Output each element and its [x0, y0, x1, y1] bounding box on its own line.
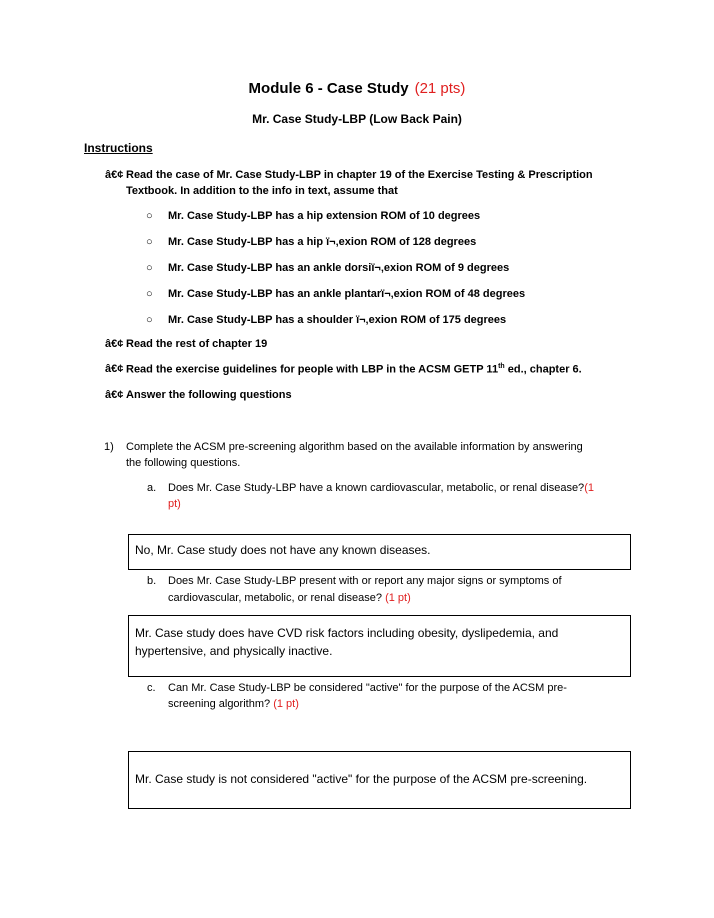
sub-bullet-glyph: ○ [146, 236, 153, 248]
rom-item: Mr. Case Study-LBP has an ankle dorsiï¬‚exion ROM of 9 degrees [168, 262, 510, 274]
instruction-3-superscript: th [498, 363, 505, 370]
bullet-glyph: â€¢ [105, 338, 124, 350]
subquestion-c-line2 [168, 698, 299, 710]
sub-bullet-glyph: ○ [146, 314, 153, 326]
instruction-3-text: Read the exercise guidelines for people with LBP in the ACSM GETP 11 [126, 363, 499, 376]
subquestion-a-text: Does Mr. Case Study-LBP have a known cardiovascular, metabolic, or renal disease? [168, 482, 585, 494]
subquestion-label: b. [147, 575, 157, 587]
question-number: 1) [104, 441, 114, 453]
instruction-1-line1: Read the case of Mr. Case Study-LBP in chapter 19 of the Exercise Testing & Prescription [126, 169, 593, 181]
subquestion-b-line1: Does Mr. Case Study-LBP present with or report any major signs or symptoms of [168, 575, 562, 587]
rom-item: Mr. Case Study-LBP has a shoulder ï¬‚exion ROM of 175 degrees [168, 314, 507, 326]
subquestion-a-line1 [168, 482, 594, 494]
subquestion-c-points: (1 pt) [273, 698, 299, 710]
answer-box-c[interactable] [128, 751, 631, 809]
instruction-3-tail: ed., chapter 6. [504, 363, 582, 376]
instruction-1-line2: Textbook. In addition to the info in text, assume that [126, 185, 398, 197]
page-subtitle: Mr. Case Study-LBP (Low Back Pain) [252, 112, 462, 126]
title-points: (21 pts) [414, 80, 466, 97]
question-1-line1: Complete the ACSM pre-screening algorithm based on the available information by answering [126, 441, 583, 453]
page-title [0, 80, 714, 97]
subquestion-a-points: (1 [584, 482, 594, 494]
instruction-3 [126, 363, 582, 376]
answer-c-text: Mr. Case study is not considered "active" for the purpose of the ACSM pre-screening. [135, 772, 588, 786]
instruction-2: Read the rest of chapter 19 [126, 338, 268, 350]
sub-bullet-glyph: ○ [146, 210, 153, 222]
bullet-glyph: â€¢ [105, 363, 124, 375]
subquestion-b-points: (1 pt) [385, 592, 411, 604]
bullet-glyph: â€¢ [105, 389, 124, 401]
rom-item: Mr. Case Study-LBP has an ankle plantarï¬‚exion ROM of 48 degrees [168, 288, 526, 300]
subquestion-label: c. [147, 682, 156, 694]
subquestion-b-line2 [168, 592, 411, 604]
rom-item: Mr. Case Study-LBP has a hip extension ROM of 10 degrees [168, 210, 481, 222]
answer-b-line2: hypertensive, and physically inactive. [135, 644, 333, 658]
answer-box-a[interactable] [128, 534, 631, 570]
subquestion-b-text: cardiovascular, metabolic, or renal disease? [168, 592, 383, 604]
answer-b-line1: Mr. Case study does have CVD risk factors including obesity, dyslipedemia, and [135, 626, 559, 640]
answer-box-b[interactable] [128, 615, 631, 677]
subquestion-label: a. [147, 482, 157, 494]
question-1-line2: the following questions. [126, 457, 241, 469]
answer-a-text: No, Mr. Case study does not have any known diseases. [135, 543, 431, 557]
sub-bullet-glyph: ○ [146, 262, 153, 274]
title-text: Module 6 - Case Study [248, 80, 409, 97]
subquestion-a-points-cont: pt) [168, 498, 181, 510]
instruction-4: Answer the following questions [126, 389, 292, 401]
instructions-heading: Instructions [84, 141, 153, 155]
subquestion-c-line1: Can Mr. Case Study-LBP be considered "active" for the purpose of the ACSM pre- [168, 682, 567, 694]
bullet-glyph: â€¢ [105, 169, 124, 181]
sub-bullet-glyph: ○ [146, 288, 153, 300]
subquestion-c-text: screening algorithm? [168, 698, 271, 710]
rom-item: Mr. Case Study-LBP has a hip ï¬‚exion ROM of 128 degrees [168, 236, 477, 248]
